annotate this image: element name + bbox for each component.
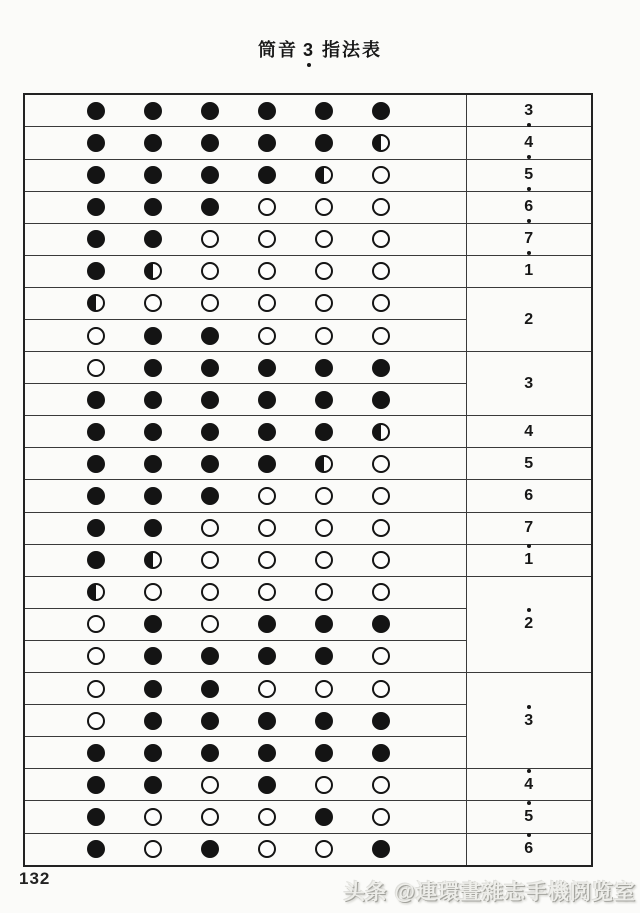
filled-hole-icon bbox=[144, 744, 162, 762]
note-cell bbox=[466, 544, 592, 576]
fingering-cell bbox=[24, 159, 466, 191]
fingering-chart-body bbox=[24, 94, 592, 866]
fingering-cell bbox=[24, 191, 466, 223]
open-hole-icon bbox=[372, 455, 390, 473]
open-hole-icon bbox=[258, 198, 276, 216]
filled-hole-icon bbox=[258, 423, 276, 441]
fingering-cell bbox=[24, 448, 466, 480]
open-hole-icon bbox=[372, 647, 390, 665]
open-hole-icon bbox=[315, 487, 333, 505]
chart-row bbox=[24, 833, 592, 866]
open-hole-icon bbox=[144, 583, 162, 601]
open-hole-icon bbox=[315, 198, 333, 216]
note-label: 5 bbox=[524, 454, 534, 472]
filled-hole-icon bbox=[315, 134, 333, 152]
filled-hole-icon bbox=[87, 198, 105, 216]
hole-row bbox=[25, 680, 466, 698]
filled-hole-icon bbox=[87, 776, 105, 794]
note-cell bbox=[466, 352, 592, 416]
filled-hole-icon bbox=[144, 166, 162, 184]
open-hole-icon bbox=[372, 551, 390, 569]
open-hole-icon bbox=[144, 808, 162, 826]
fingering-cell bbox=[24, 801, 466, 833]
half-hole-icon bbox=[315, 166, 333, 184]
filled-hole-icon bbox=[258, 102, 276, 120]
note-cell bbox=[466, 448, 592, 480]
open-hole-icon bbox=[144, 840, 162, 858]
open-hole-icon bbox=[87, 359, 105, 377]
open-hole-icon bbox=[372, 230, 390, 248]
note-label: 5 bbox=[524, 166, 534, 184]
filled-hole-icon bbox=[144, 102, 162, 120]
filled-hole-icon bbox=[87, 455, 105, 473]
filled-hole-icon bbox=[372, 744, 390, 762]
note-cell bbox=[466, 94, 592, 127]
note-label: 1 bbox=[524, 551, 534, 569]
open-hole-icon bbox=[315, 327, 333, 345]
filled-hole-icon bbox=[258, 166, 276, 184]
open-hole-icon bbox=[258, 551, 276, 569]
chart-row bbox=[24, 480, 592, 512]
open-hole-icon bbox=[372, 776, 390, 794]
hole-row bbox=[25, 744, 466, 762]
open-hole-icon bbox=[87, 712, 105, 730]
filled-hole-icon bbox=[372, 391, 390, 409]
filled-hole-icon bbox=[144, 519, 162, 537]
open-hole-icon bbox=[201, 262, 219, 280]
hole-row bbox=[25, 840, 466, 858]
fingering-cell bbox=[24, 127, 466, 159]
note-cell bbox=[466, 833, 592, 866]
note-cell bbox=[466, 480, 592, 512]
hole-row bbox=[25, 551, 466, 569]
filled-hole-icon bbox=[201, 423, 219, 441]
filled-hole-icon bbox=[315, 744, 333, 762]
fingering-cell bbox=[24, 480, 466, 512]
fingering-cell bbox=[24, 576, 466, 608]
open-hole-icon bbox=[87, 327, 105, 345]
open-hole-icon bbox=[258, 294, 276, 312]
half-hole-icon bbox=[144, 262, 162, 280]
hole-row bbox=[25, 487, 466, 505]
open-hole-icon bbox=[258, 583, 276, 601]
filled-hole-icon bbox=[201, 166, 219, 184]
filled-hole-icon bbox=[201, 680, 219, 698]
filled-hole-icon bbox=[201, 712, 219, 730]
open-hole-icon bbox=[315, 840, 333, 858]
filled-hole-icon bbox=[258, 647, 276, 665]
hole-row bbox=[25, 166, 466, 184]
note-cell bbox=[466, 255, 592, 287]
filled-hole-icon bbox=[201, 198, 219, 216]
filled-hole-icon bbox=[372, 359, 390, 377]
hole-row bbox=[25, 391, 466, 409]
filled-hole-icon bbox=[201, 455, 219, 473]
hole-row bbox=[25, 519, 466, 537]
page-title bbox=[0, 36, 640, 62]
open-hole-icon bbox=[258, 519, 276, 537]
filled-hole-icon bbox=[144, 487, 162, 505]
filled-hole-icon bbox=[201, 134, 219, 152]
page-number: 132 bbox=[19, 869, 51, 888]
note-label: 7 bbox=[524, 519, 534, 537]
filled-hole-icon bbox=[87, 262, 105, 280]
filled-hole-icon bbox=[144, 455, 162, 473]
note-label: 2 bbox=[524, 615, 534, 633]
filled-hole-icon bbox=[258, 776, 276, 794]
open-hole-icon bbox=[87, 615, 105, 633]
note-label: 6 bbox=[524, 487, 534, 505]
fingering-cell bbox=[24, 833, 466, 866]
open-hole-icon bbox=[372, 583, 390, 601]
chart-row bbox=[24, 673, 592, 705]
open-hole-icon bbox=[315, 776, 333, 794]
open-hole-icon bbox=[372, 294, 390, 312]
filled-hole-icon bbox=[315, 102, 333, 120]
chart-row bbox=[24, 769, 592, 801]
watermark-text: 头条 @連環畫雜志手機阅览室 bbox=[343, 881, 636, 904]
hole-row bbox=[25, 776, 466, 794]
filled-hole-icon bbox=[144, 134, 162, 152]
note-label: 1 bbox=[524, 262, 534, 280]
hole-row bbox=[25, 134, 466, 152]
filled-hole-icon bbox=[258, 455, 276, 473]
note-cell bbox=[466, 127, 592, 159]
filled-hole-icon bbox=[144, 680, 162, 698]
half-hole-icon bbox=[87, 294, 105, 312]
fingering-cell bbox=[24, 352, 466, 384]
note-cell bbox=[466, 159, 592, 191]
note-cell bbox=[466, 416, 592, 448]
filled-hole-icon bbox=[144, 615, 162, 633]
open-hole-icon bbox=[315, 583, 333, 601]
note-cell bbox=[466, 223, 592, 255]
open-hole-icon bbox=[144, 294, 162, 312]
open-hole-icon bbox=[372, 808, 390, 826]
filled-hole-icon bbox=[144, 198, 162, 216]
filled-hole-icon bbox=[201, 102, 219, 120]
fingering-cell bbox=[24, 544, 466, 576]
filled-hole-icon bbox=[315, 391, 333, 409]
hole-row bbox=[25, 294, 466, 312]
chart-row bbox=[24, 223, 592, 255]
fingering-cell bbox=[24, 737, 466, 769]
fingering-cell bbox=[24, 255, 466, 287]
chart-row bbox=[24, 94, 592, 127]
fingering-cell bbox=[24, 512, 466, 544]
open-hole-icon bbox=[258, 840, 276, 858]
hole-row bbox=[25, 102, 466, 120]
open-hole-icon bbox=[201, 230, 219, 248]
open-hole-icon bbox=[372, 487, 390, 505]
hole-row bbox=[25, 327, 466, 345]
open-hole-icon bbox=[201, 615, 219, 633]
note-cell bbox=[466, 576, 592, 672]
open-hole-icon bbox=[315, 680, 333, 698]
hole-row bbox=[25, 808, 466, 826]
fingering-cell bbox=[24, 608, 466, 640]
note-cell bbox=[466, 512, 592, 544]
fingering-cell bbox=[24, 640, 466, 672]
filled-hole-icon bbox=[201, 391, 219, 409]
note-label: 6 bbox=[524, 198, 534, 216]
filled-hole-icon bbox=[144, 712, 162, 730]
open-hole-icon bbox=[87, 680, 105, 698]
filled-hole-icon bbox=[87, 808, 105, 826]
fingering-cell bbox=[24, 320, 466, 352]
hole-row bbox=[25, 647, 466, 665]
title-prefix: 筒音 bbox=[257, 40, 298, 60]
open-hole-icon bbox=[258, 262, 276, 280]
note-label: 2 bbox=[524, 310, 534, 328]
filled-hole-icon bbox=[87, 230, 105, 248]
hole-row bbox=[25, 423, 466, 441]
filled-hole-icon bbox=[315, 712, 333, 730]
open-hole-icon bbox=[315, 230, 333, 248]
chart-row bbox=[24, 287, 592, 319]
open-hole-icon bbox=[372, 327, 390, 345]
open-hole-icon bbox=[258, 327, 276, 345]
filled-hole-icon bbox=[201, 744, 219, 762]
chart-row bbox=[24, 191, 592, 223]
filled-hole-icon bbox=[372, 615, 390, 633]
note-cell bbox=[466, 769, 592, 801]
open-hole-icon bbox=[201, 551, 219, 569]
hole-row bbox=[25, 583, 466, 601]
fingering-cell bbox=[24, 673, 466, 705]
filled-hole-icon bbox=[87, 744, 105, 762]
filled-hole-icon bbox=[144, 776, 162, 794]
filled-hole-icon bbox=[87, 551, 105, 569]
filled-hole-icon bbox=[258, 134, 276, 152]
title-note-number: 3 bbox=[302, 40, 315, 60]
filled-hole-icon bbox=[144, 391, 162, 409]
open-hole-icon bbox=[201, 294, 219, 312]
open-hole-icon bbox=[87, 647, 105, 665]
hole-row bbox=[25, 198, 466, 216]
filled-hole-icon bbox=[144, 359, 162, 377]
open-hole-icon bbox=[258, 680, 276, 698]
fingering-cell bbox=[24, 416, 466, 448]
note-label: 4 bbox=[524, 133, 534, 151]
fingering-cell bbox=[24, 705, 466, 737]
open-hole-icon bbox=[315, 519, 333, 537]
open-hole-icon bbox=[201, 583, 219, 601]
fingering-cell bbox=[24, 384, 466, 416]
note-label: 6 bbox=[524, 840, 534, 858]
filled-hole-icon bbox=[372, 102, 390, 120]
filled-hole-icon bbox=[201, 647, 219, 665]
hole-row bbox=[25, 455, 466, 473]
half-hole-icon bbox=[372, 423, 390, 441]
filled-hole-icon bbox=[315, 647, 333, 665]
filled-hole-icon bbox=[87, 423, 105, 441]
note-cell bbox=[466, 801, 592, 833]
filled-hole-icon bbox=[87, 102, 105, 120]
note-label: 3 bbox=[524, 101, 534, 119]
hole-row bbox=[25, 230, 466, 248]
filled-hole-icon bbox=[87, 391, 105, 409]
filled-hole-icon bbox=[258, 615, 276, 633]
filled-hole-icon bbox=[144, 230, 162, 248]
note-label: 4 bbox=[524, 422, 534, 440]
note-label: 5 bbox=[524, 807, 534, 825]
open-hole-icon bbox=[315, 262, 333, 280]
note-label: 3 bbox=[524, 374, 534, 392]
half-hole-icon bbox=[144, 551, 162, 569]
filled-hole-icon bbox=[258, 744, 276, 762]
open-hole-icon bbox=[372, 198, 390, 216]
fingering-cell bbox=[24, 769, 466, 801]
chart-row bbox=[24, 512, 592, 544]
filled-hole-icon bbox=[87, 166, 105, 184]
filled-hole-icon bbox=[87, 840, 105, 858]
open-hole-icon bbox=[315, 551, 333, 569]
filled-hole-icon bbox=[201, 840, 219, 858]
open-hole-icon bbox=[201, 808, 219, 826]
open-hole-icon bbox=[258, 230, 276, 248]
note-label: 7 bbox=[524, 230, 534, 248]
note-label: 4 bbox=[524, 775, 534, 793]
hole-row bbox=[25, 615, 466, 633]
hole-row bbox=[25, 262, 466, 280]
chart-row bbox=[24, 576, 592, 608]
open-hole-icon bbox=[315, 294, 333, 312]
filled-hole-icon bbox=[87, 487, 105, 505]
chart-row bbox=[24, 801, 592, 833]
filled-hole-icon bbox=[315, 615, 333, 633]
filled-hole-icon bbox=[201, 327, 219, 345]
filled-hole-icon bbox=[144, 423, 162, 441]
hole-row bbox=[25, 712, 466, 730]
chart-row bbox=[24, 159, 592, 191]
filled-hole-icon bbox=[258, 712, 276, 730]
open-hole-icon bbox=[372, 166, 390, 184]
half-hole-icon bbox=[87, 583, 105, 601]
chart-row bbox=[24, 416, 592, 448]
open-hole-icon bbox=[372, 262, 390, 280]
open-hole-icon bbox=[372, 680, 390, 698]
chart-row bbox=[24, 352, 592, 384]
hole-row bbox=[25, 359, 466, 377]
filled-hole-icon bbox=[201, 487, 219, 505]
filled-hole-icon bbox=[315, 423, 333, 441]
filled-hole-icon bbox=[315, 359, 333, 377]
fingering-chart-table bbox=[23, 93, 593, 867]
note-cell bbox=[466, 191, 592, 223]
filled-hole-icon bbox=[258, 359, 276, 377]
open-hole-icon bbox=[258, 808, 276, 826]
half-hole-icon bbox=[372, 134, 390, 152]
filled-hole-icon bbox=[201, 359, 219, 377]
fingering-cell bbox=[24, 223, 466, 255]
open-hole-icon bbox=[201, 776, 219, 794]
filled-hole-icon bbox=[87, 134, 105, 152]
note-label: 3 bbox=[524, 711, 534, 729]
open-hole-icon bbox=[201, 519, 219, 537]
chart-row bbox=[24, 127, 592, 159]
filled-hole-icon bbox=[315, 808, 333, 826]
chart-row bbox=[24, 255, 592, 287]
filled-hole-icon bbox=[258, 391, 276, 409]
filled-hole-icon bbox=[372, 712, 390, 730]
open-hole-icon bbox=[258, 487, 276, 505]
title-suffix: 指法表 bbox=[322, 40, 382, 60]
chart-row bbox=[24, 544, 592, 576]
chart-row bbox=[24, 448, 592, 480]
open-hole-icon bbox=[372, 519, 390, 537]
fingering-cell bbox=[24, 94, 466, 127]
filled-hole-icon bbox=[144, 647, 162, 665]
half-hole-icon bbox=[315, 455, 333, 473]
note-cell bbox=[466, 673, 592, 769]
filled-hole-icon bbox=[144, 327, 162, 345]
note-cell bbox=[466, 287, 592, 351]
filled-hole-icon bbox=[372, 840, 390, 858]
filled-hole-icon bbox=[87, 519, 105, 537]
fingering-cell bbox=[24, 287, 466, 319]
